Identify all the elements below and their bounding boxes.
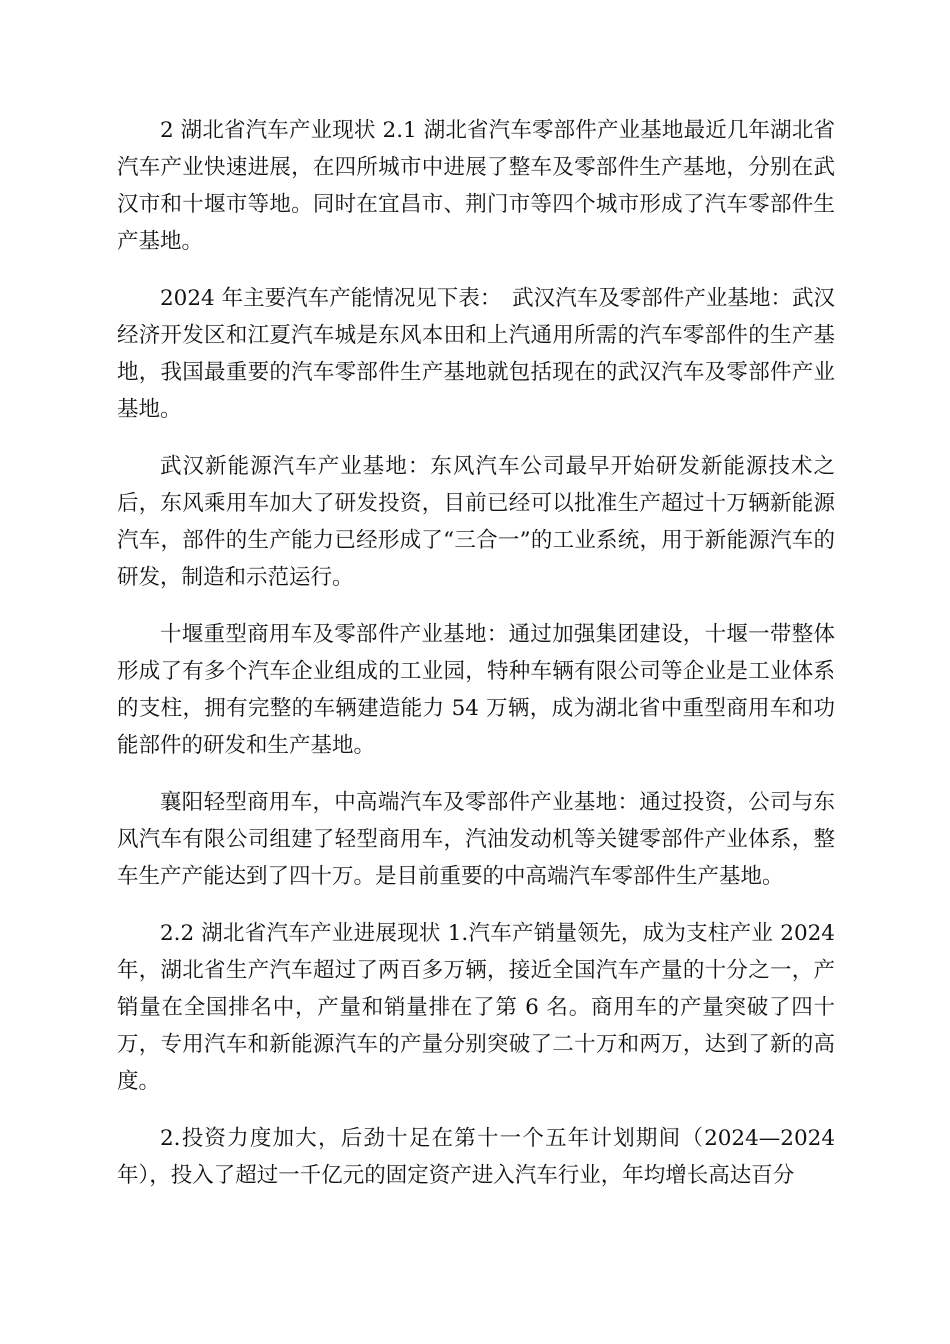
paragraph-wuhan-new-energy-base: 武汉新能源汽车产业基地：东风汽车公司最早开始研发新能源技术之后，东风乘用车加大了研发投资，目前已经可以批准生产超过十万辆新能源汽车，部件的生产能力已经形成了“三合一”的工业系统，用于新能源汽车的研发，制造和示范运行。 (117, 454, 835, 590)
paragraph-xiangyang-base: 襄阳轻型商用车，中高端汽车及零部件产业基地：通过投资，公司与东风汽车有限公司组建了轻型商用车，汽油发动机等关键零部件产业体系，整车生产产能达到了四十万。是目前重要的中高端汽车零部件生产基地。 (117, 790, 835, 889)
paragraph-shiyan-commercial-base: 十堰重型商用车及零部件产业基地：通过加强集团建设，十堰一带整体形成了有多个汽车企业组成的工业园，特种车辆有限公司等企业是工业体系的支柱，拥有完整的车辆建造能力 54 万辆，成为湖北省中重型商用车和功能部件的研发和生产基地。 (117, 622, 835, 758)
paragraph-production-sales: 2.2 湖北省汽车产业进展现状 1.汽车产销量领先，成为支柱产业 2024 年，湖北省生产汽车超过了两百多万辆，接近全国汽车产量的十分之一，产销量在全国排名中，产量和销量排在了第 6 名。商用车的产量突破了四十万，专用汽车和新能源汽车的产量分别突破了二十万和两万，达到了新的高度。 (117, 921, 835, 1094)
document-body (117, 112, 835, 1214)
paragraph-industry-status: 2 湖北省汽车产业现状 2.1 湖北省汽车零部件产业基地最近几年湖北省汽车产业快速进展，在四所城市中进展了整车及零部件生产基地，分别在武汉市和十堰市等地。同时在宜昌市、荆门市等四个城市形成了汽车零部件生产基地。 (117, 118, 835, 254)
paragraph-investment: 2.投资力度加大，后劲十足在第十一个五年计划期间（2024—2024 年），投入了超过一千亿元的固定资产进入汽车行业，年均增长高达百分 (117, 1126, 835, 1188)
paragraph-wuhan-parts-base: 2024 年主要汽车产能情况见下表： 武汉汽车及零部件产业基地：武汉经济开发区和江夏汽车城是东风本田和上汽通用所需的汽车零部件的生产基地，我国最重要的汽车零部件生产基地就包括现在的武汉汽车及零部件产业基地。 (117, 286, 835, 422)
